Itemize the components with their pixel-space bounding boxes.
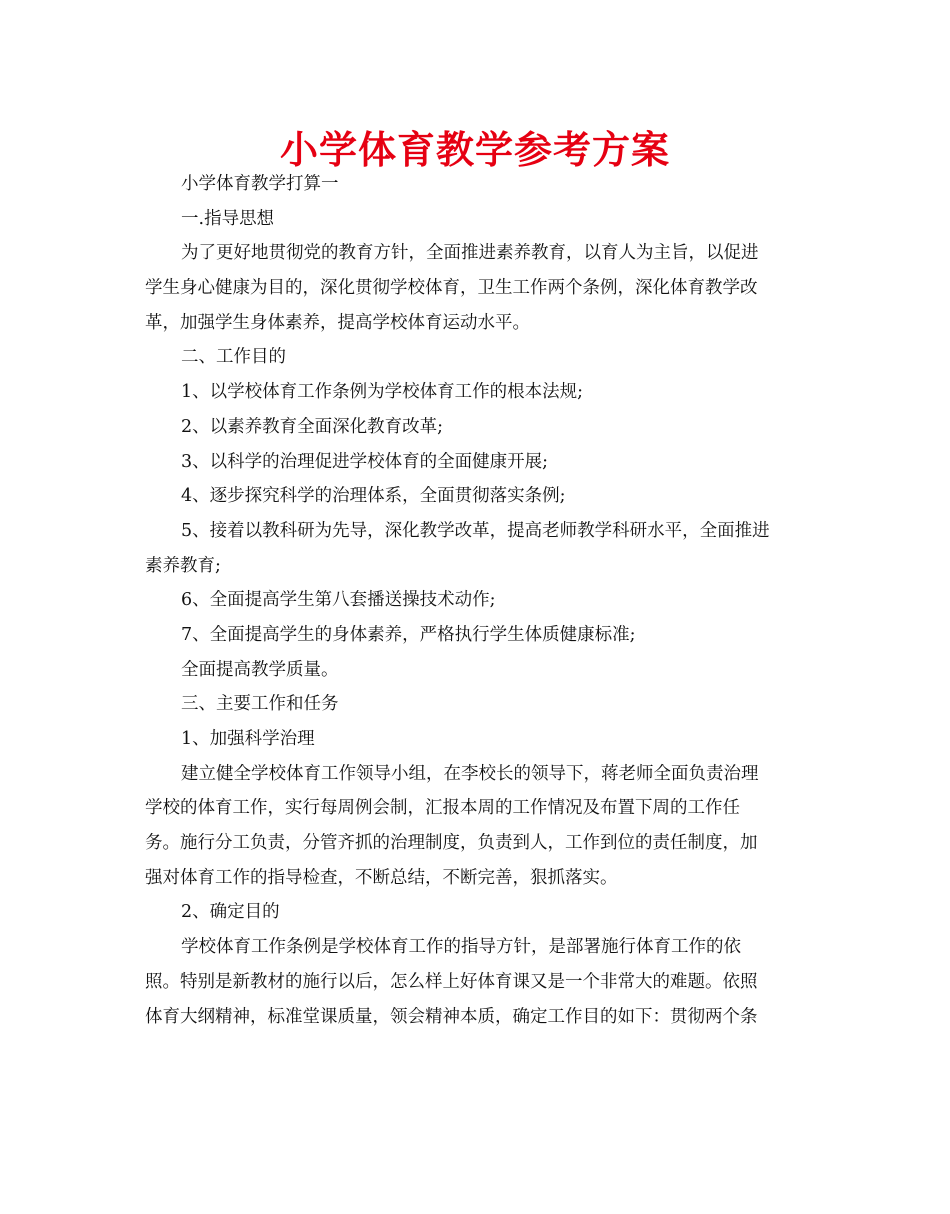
list-item: 2、以素养教育全面深化教育改革; — [181, 416, 444, 437]
section-heading: 三、主要工作和任务 — [181, 694, 339, 715]
subsection-heading: 2、确定目的 — [181, 902, 280, 923]
list-item: 7、全面提高学生的身体素养，严格执行学生体质健康标准; — [181, 624, 636, 645]
paragraph-line: 照。特别是新教材的施行以后，怎么样上好体育课又是一个非常大的难题。依照 — [145, 971, 758, 992]
section-heading: 二、工作目的 — [181, 347, 286, 368]
list-item: 5、接着以教科研为先导，深化教学改革，提高老师教学科研水平，全面推进 — [181, 520, 770, 541]
paragraph-line: 体育大纲精神，标准堂课质量，领会精神本质，确定工作目的如下：贯彻两个条 — [145, 1006, 758, 1027]
subsection-heading: 1、加强科学治理 — [181, 729, 315, 749]
paragraph-line: 学生身心健康为目的，深化贯彻学校体育，卫生工作两个条例，深化体育教学改 — [145, 278, 758, 299]
paragraph-line: 革，加强学生身体素养，提高学校体育运动水平。 — [145, 312, 530, 333]
list-item: 4、逐步探究科学的治理体系，全面贯彻落实条例; — [181, 486, 566, 507]
paragraph-line: 为了更好地贯彻党的教育方针，全面推进素养教育，以育人为主旨，以促进 — [181, 243, 759, 264]
paragraph-line: 全面提高教学质量。 — [181, 659, 339, 680]
paragraph-line: 务。施行分工负责，分管齐抓的治理制度，负责到人，工作到位的责任制度，加 — [145, 833, 758, 854]
list-item: 1、以学校体育工作条例为学校体育工作的根本法规; — [181, 382, 584, 403]
list-item-continuation: 素养教育; — [145, 555, 221, 576]
paragraph-line: 学校体育工作条例是学校体育工作的指导方针，是部署施行体育工作的依 — [181, 937, 741, 958]
section-subtitle: 小学体育教学打算一 — [181, 174, 339, 194]
document-body — [145, 167, 813, 1034]
section-heading: 一.指导思想 — [181, 208, 275, 229]
paragraph-line: 学校的体育工作，实行每周例会制，汇报本周的工作情况及布置下周的工作任 — [145, 798, 740, 819]
list-item: 6、全面提高学生第八套播送操技术动作; — [181, 590, 496, 611]
paragraph-line: 强对体育工作的指导检查，不断总结，不断完善，狠抓落实。 — [145, 867, 618, 888]
document-title: 小学体育教学参考方案 — [279, 128, 670, 172]
list-item: 3、以科学的治理促进学校体育的全面健康开展; — [181, 451, 549, 472]
paragraph-line: 建立健全学校体育工作领导小组，在李校长的领导下，蒋老师全面负责治理 — [181, 763, 759, 784]
